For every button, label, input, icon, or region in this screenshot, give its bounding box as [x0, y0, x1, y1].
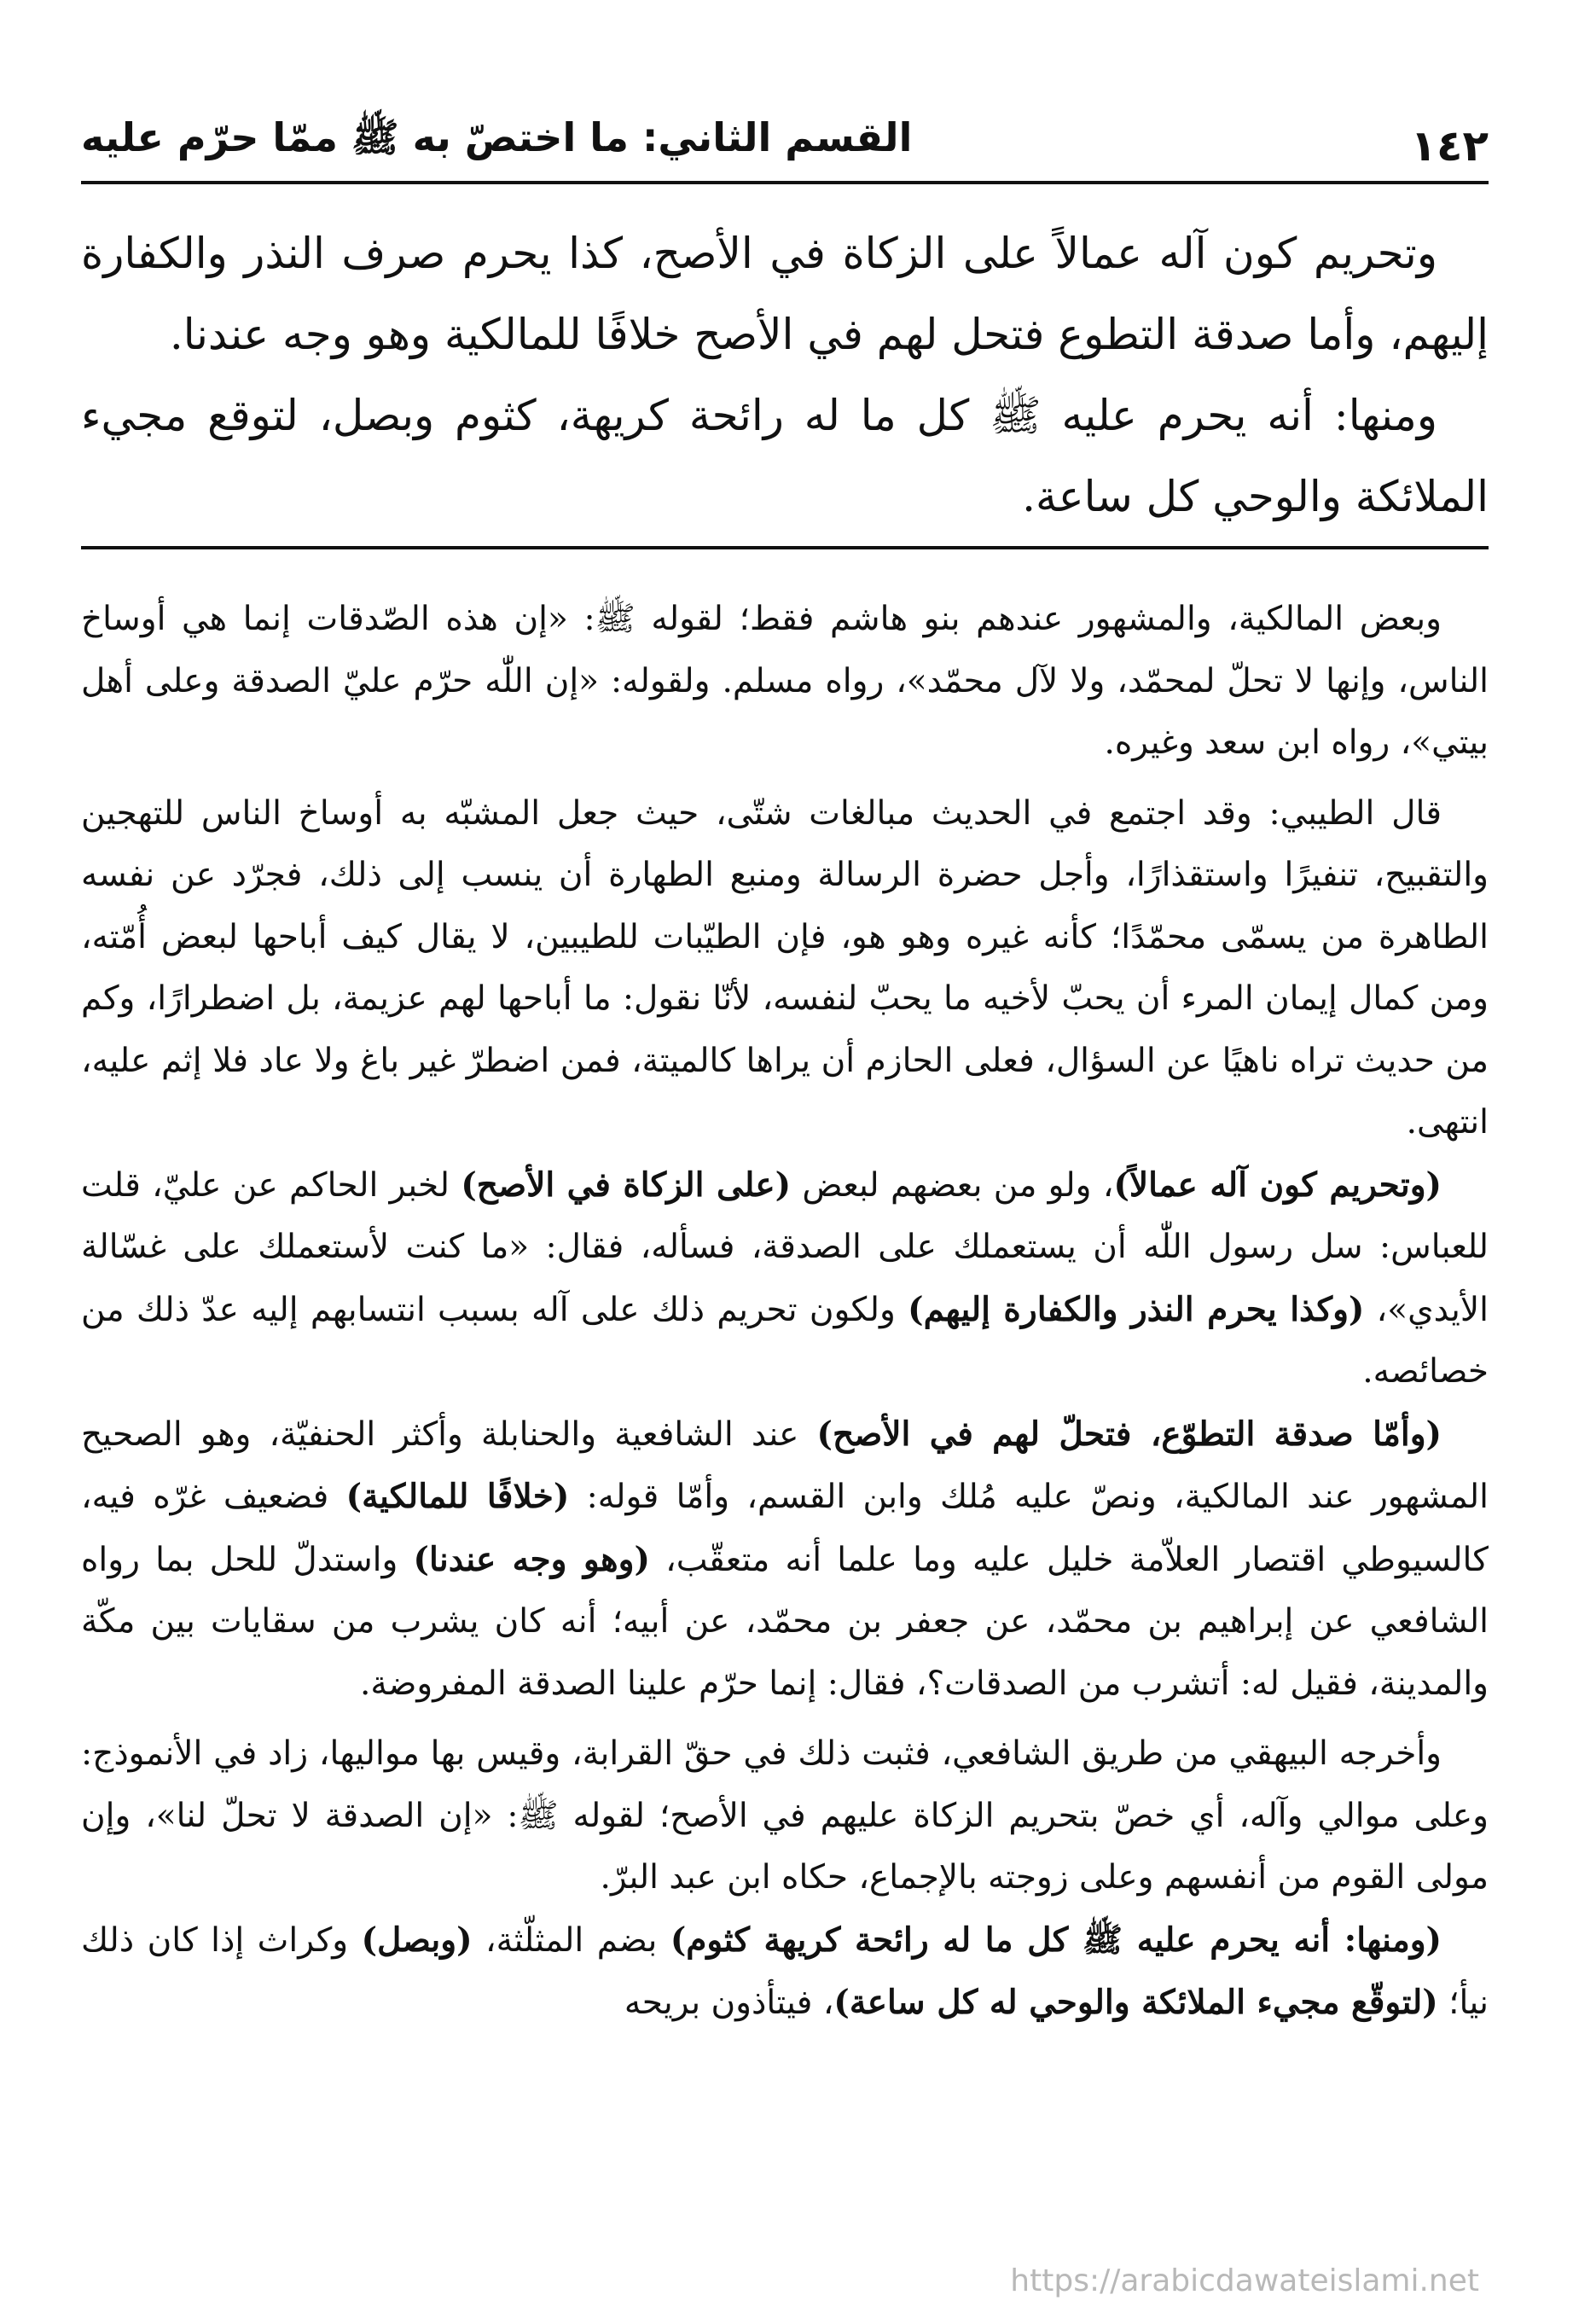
quoted-main-text: (على الزكاة في الأصح) [461, 1165, 792, 1205]
commentary-paragraph [81, 1154, 1489, 1403]
commentary-paragraph [81, 1403, 1489, 1716]
quoted-main-text: (وبصل) [361, 1920, 473, 1960]
commentary-paragraph [81, 1909, 1489, 2035]
quoted-main-text: (خلافًا للمالكية) [345, 1477, 570, 1516]
commentary-paragraph: وبعض المالكية، والمشهور عندهم بنو هاشم فقط؛ لقوله ﷺ: «إن هذه الصّدقات إنما هي أوساخ الناس، وإنها لا تحلّ لمحمّد، ولا لآل محمّد»، رواه مسلم. ولقوله: «إن اللّٰه حرّم عليّ الصدقة وعلى أهل بيتي»، رواه ابن سعد وغيره. [81, 600, 1489, 762]
page-header [81, 94, 1489, 171]
main-text-paragraph: وتحريم كون آله عمالاً على الزكاة في الأصح، كذا يحرم صرف النذر والكفارة إليهم، وأما صدقة التطوع فتحل لهم في الأصح خلافًا للمالكية وهو وجه عندنا. [81, 229, 1489, 359]
quoted-main-text: (وأمّا صدقة التطوّع، فتحلّ لهم في الأصح) [816, 1414, 1442, 1454]
header-rule [81, 181, 1489, 184]
commentary-text: بضم المثلّثة، [472, 1920, 670, 1960]
running-title: القسم الثاني: ما اختصّ به ﷺ ممّا حرّم عليه [81, 114, 913, 160]
watermark-url: https://arabicdawateislami.net [1010, 2263, 1479, 2298]
quoted-main-text: (وتحريم كون آله عمالاً) [1113, 1165, 1442, 1205]
commentary-text: واستدلّ للحل بما رواه الشافعي عن إبراهيم بن محمّد، عن جعفر بن محمّد، عن أبيه؛ أنه كان يشرب من سقايات بين مكّة والمدينة، فقيل له: أتشرب من الصدقات؟، فقال: إنما حرّم علينا الصدقة المفروضة. [81, 1540, 1489, 1703]
commentary-text: عند الشافعية والحنابلة وأكثر الحنفيّة، وهو الصحيح المشهور عند المالكية، ونصّ عليه مُلك وابن القسم، وأمّا قوله: [81, 1415, 1489, 1516]
commentary-text: لخبر الحاكم عن عليّ، قلت للعباس: سل رسول اللّٰه أن يستعملك على الصدقة، فسأله، فقال: «ما كنت لأستعملك على غسّالة الأيدي»، [81, 1165, 1489, 1329]
commentary-text: فضعيف غرّه فيه، كالسيوطي اقتصار العلاّمة خليل عليه وما علما أنه متعقّب، [81, 1478, 1489, 1579]
main-text-paragraph: ومنها: أنه يحرم عليه ﷺ كل ما له رائحة كريهة، كثوم وبصل، لتوقع مجيء الملائكة والوحي كل ساعة. [81, 391, 1489, 521]
page-number: ١٤٢ [1410, 121, 1489, 171]
quoted-main-text: (وكذا يحرم النذر والكفارة إليهم) [908, 1289, 1365, 1329]
main-text [81, 213, 1489, 537]
commentary-paragraph: قال الطيبي: وقد اجتمع في الحديث مبالغات شتّى، حيث جعل المشبّه به أوساخ الناس للتهجين والتقبيح، تنفيرًا واستقذارًا، وأجل حضرة الرسالة ومنبع الطهارة أن ينسب إلى ذلك، فجرّد عن نفسه الطاهرة من يسمّى محمّدًا؛ كأنه غيره وهو هو، فإن الطيّبات للطيبين، لا يقال كيف أباحها لبعض أُمّته، ومن كمال إيمان المرء أن يحبّ لأخيه ما يحبّ لنفسه، لأنّا نقول: ما أباحها لهم عزيمة، بل اضطرارًا، وكم من حديث تراه ناهيًا عن السؤال، فعلى الحازم أن يراها كالميتة، فمن اضطرّ غير باغ ولا عاد فلا إثم عليه، انتهى. [81, 793, 1489, 1142]
commentary-paragraph: وأخرجه البيهقي من طريق الشافعي، فثبت ذلك في حقّ القرابة، وقيس بها مواليها، زاد في الأنموذج: وعلى موالي وآله، أي خصّ بتحريم الزكاة عليهم في الأصح؛ لقوله ﷺ: «إن الصدقة لا تحلّ لنا»، وإن مولى القوم من أنفسهم وعلى زوجته بالإجماع، حكاه ابن عبد البرّ. [81, 1734, 1489, 1897]
quoted-main-text: (لتوقّع مجيء الملائكة والوحي له كل ساعة) [833, 1983, 1438, 2022]
commentary-text: ، فيتأذون بريحه [624, 1984, 834, 2022]
commentary-text: وكراث إذا كان ذلك نيأ؛ [81, 1920, 1489, 2022]
quoted-main-text: (وهو وجه عندنا) [413, 1539, 650, 1579]
quoted-main-text: (ومنها: أنه يحرم عليه ﷺ كل ما له رائحة كريهة كثوم) [670, 1920, 1442, 1960]
commentary [81, 589, 1489, 2035]
commentary-text: ولكون تحريم ذلك على آله بسبب انتسابهم إليه عدّ ذلك من خصائصه. [81, 1290, 1489, 1391]
text-commentary-divider [81, 546, 1489, 549]
commentary-text: ، ولو من بعضهم لبعض [791, 1165, 1114, 1205]
